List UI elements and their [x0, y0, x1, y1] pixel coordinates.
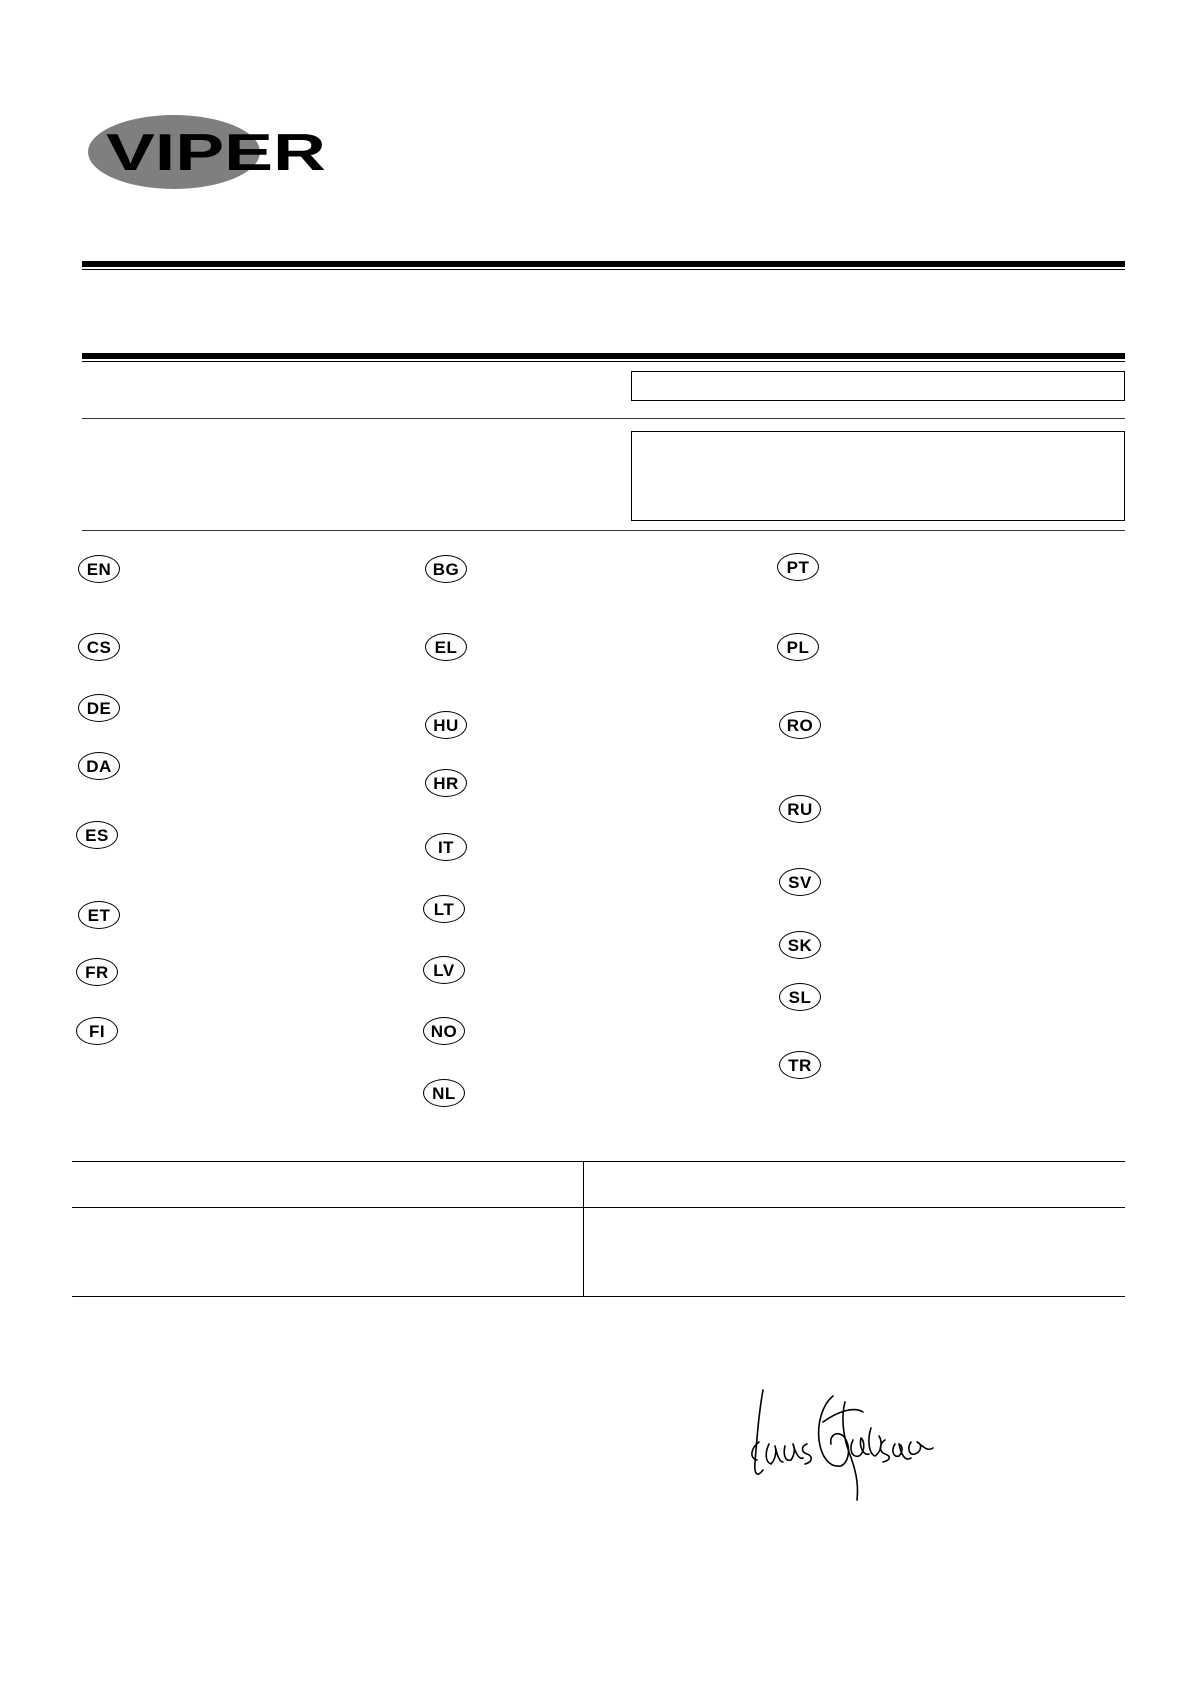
languages-divider	[82, 530, 1125, 531]
lang-badge-cs: CS	[78, 633, 120, 661]
lang-badge-es: ES	[76, 821, 118, 849]
lang-badge-tr: TR	[779, 1051, 821, 1079]
top-rule-thin	[82, 269, 1125, 270]
lang-badge-it: IT	[425, 833, 467, 861]
lang-badge-lv: LV	[423, 956, 465, 984]
lang-badge-et: ET	[78, 901, 120, 929]
lang-badge-fi: FI	[76, 1017, 118, 1045]
lang-badge-sk: SK	[779, 931, 821, 959]
viper-logo	[88, 114, 328, 190]
lang-badge-de: DE	[78, 694, 120, 722]
handwritten-signature-icon	[745, 1382, 940, 1507]
model-field-box	[631, 371, 1125, 401]
lang-badge-lt: LT	[423, 895, 465, 923]
top-rule-thick	[82, 261, 1125, 267]
lang-badge-pl: PL	[777, 633, 819, 661]
field-divider	[82, 418, 1125, 419]
lang-badge-da: DA	[78, 752, 120, 780]
lang-badge-hu: HU	[425, 711, 467, 739]
lang-badge-bg: BG	[425, 555, 467, 583]
table-middle-line	[72, 1207, 1125, 1208]
lang-badge-sv: SV	[779, 868, 821, 896]
description-field-box	[631, 431, 1125, 521]
lang-badge-ro: RO	[779, 711, 821, 739]
section-rule-thin	[82, 361, 1125, 362]
viper-logo-icon	[88, 114, 328, 190]
lang-badge-el: EL	[425, 633, 467, 661]
table-bottom-line	[72, 1296, 1125, 1297]
table-top-line	[72, 1161, 1125, 1162]
section-rule-thick	[82, 353, 1125, 359]
lang-badge-pt: PT	[777, 553, 819, 581]
svg-text:VIPER: VIPER	[106, 124, 326, 182]
table-column-divider	[583, 1161, 584, 1296]
lang-badge-hr: HR	[425, 769, 467, 797]
signature	[745, 1382, 940, 1507]
lang-badge-sl: SL	[779, 983, 821, 1011]
lang-badge-nl: NL	[423, 1079, 465, 1107]
lang-badge-no: NO	[423, 1017, 465, 1045]
lang-badge-en: EN	[78, 555, 120, 583]
lang-badge-ru: RU	[779, 795, 821, 823]
lang-badge-fr: FR	[76, 958, 118, 986]
